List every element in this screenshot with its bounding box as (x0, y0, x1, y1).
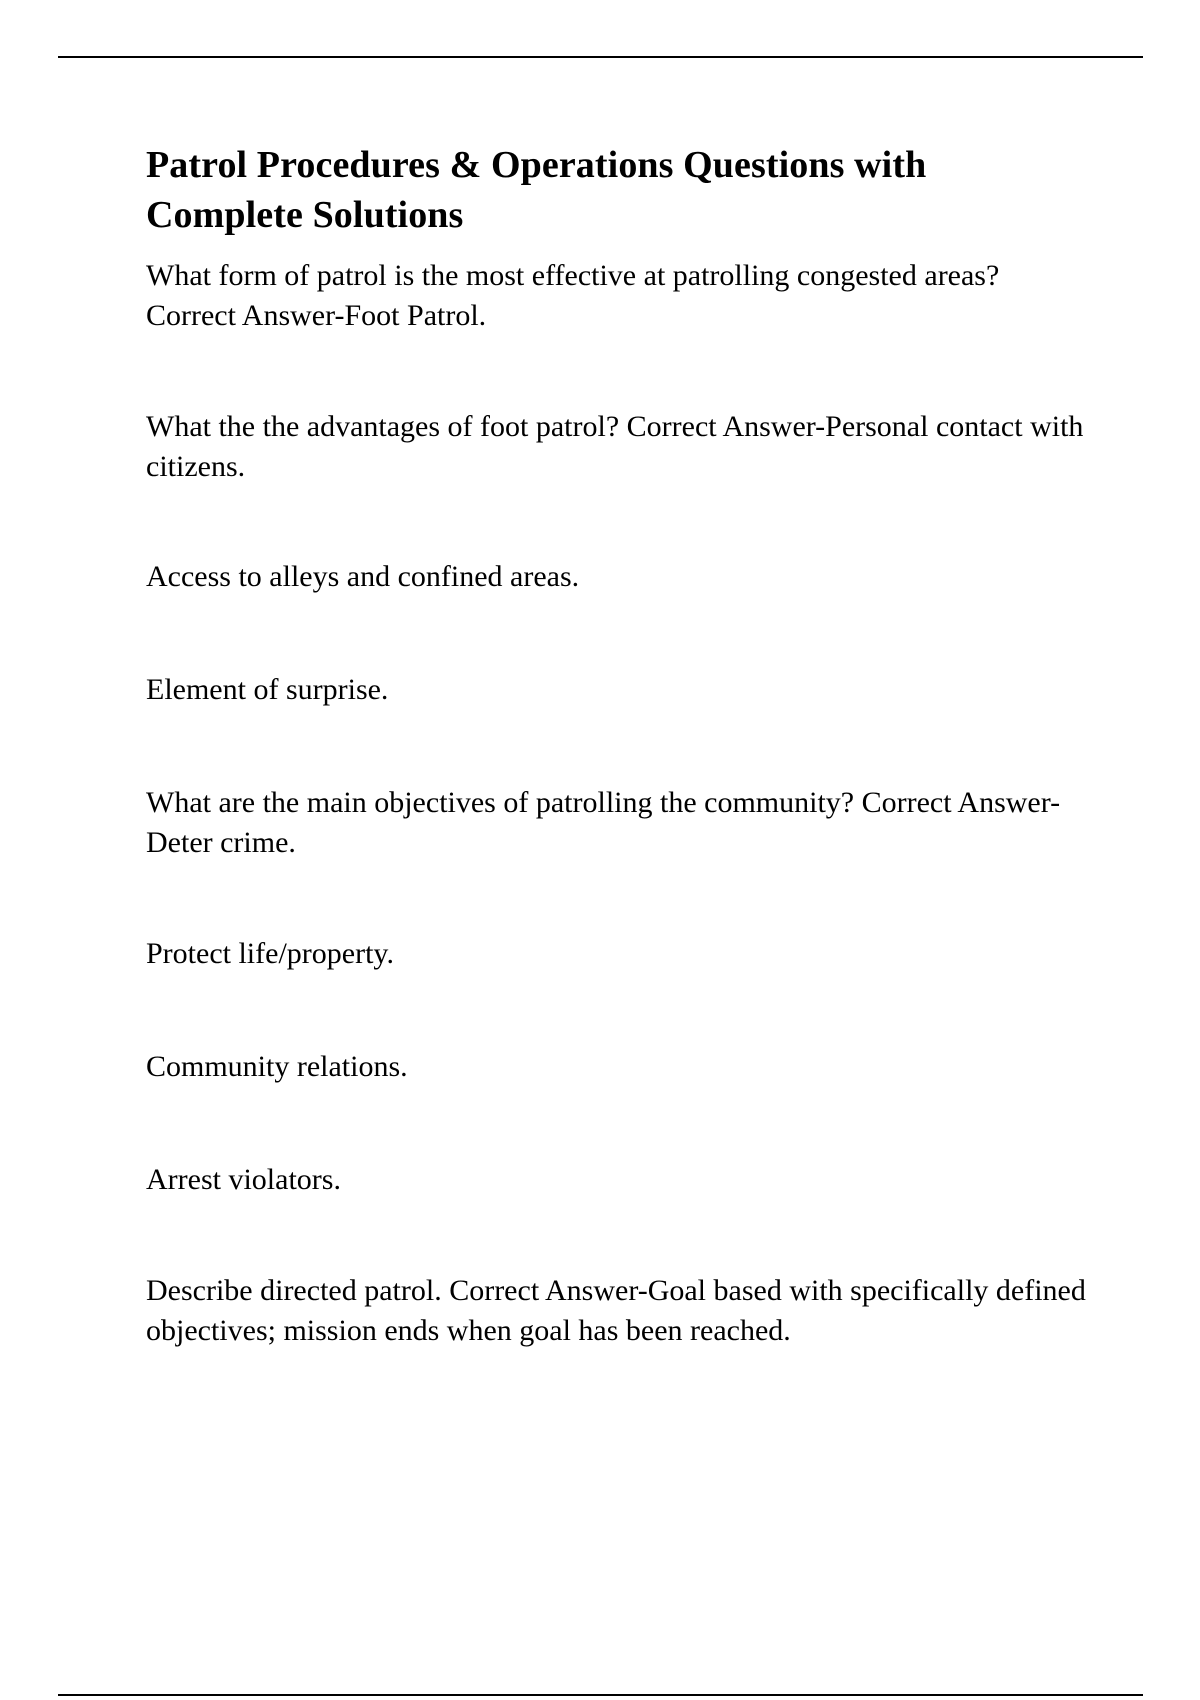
paragraph: Describe directed patrol. Correct Answer-Goal based with specifically defined objectives; mission ends when goal has been reached. (146, 1274, 1086, 1347)
header-rule (58, 56, 1143, 58)
paragraph: What are the main objectives of patrolling the community? Correct Answer-Deter crime. (146, 786, 1061, 859)
document-title: Patrol Procedures & Operations Questions with Complete Solutions (146, 144, 927, 236)
document-body (146, 140, 1086, 1351)
paragraph: Community relations. (146, 1050, 408, 1083)
paragraph: Protect life/property. (146, 937, 394, 970)
footer-rule (58, 1694, 1143, 1696)
paragraph: Element of surprise. (146, 673, 389, 706)
paragraph: What the the advantages of foot patrol? Correct Answer-Personal contact with citizens. (146, 410, 1084, 483)
paragraph: Arrest violators. (146, 1163, 341, 1196)
paragraph: What form of patrol is the most effective at patrolling congested areas? Correct Answer-Foot Patrol. (146, 259, 1000, 332)
paragraph: Access to alleys and confined areas. (146, 560, 580, 593)
